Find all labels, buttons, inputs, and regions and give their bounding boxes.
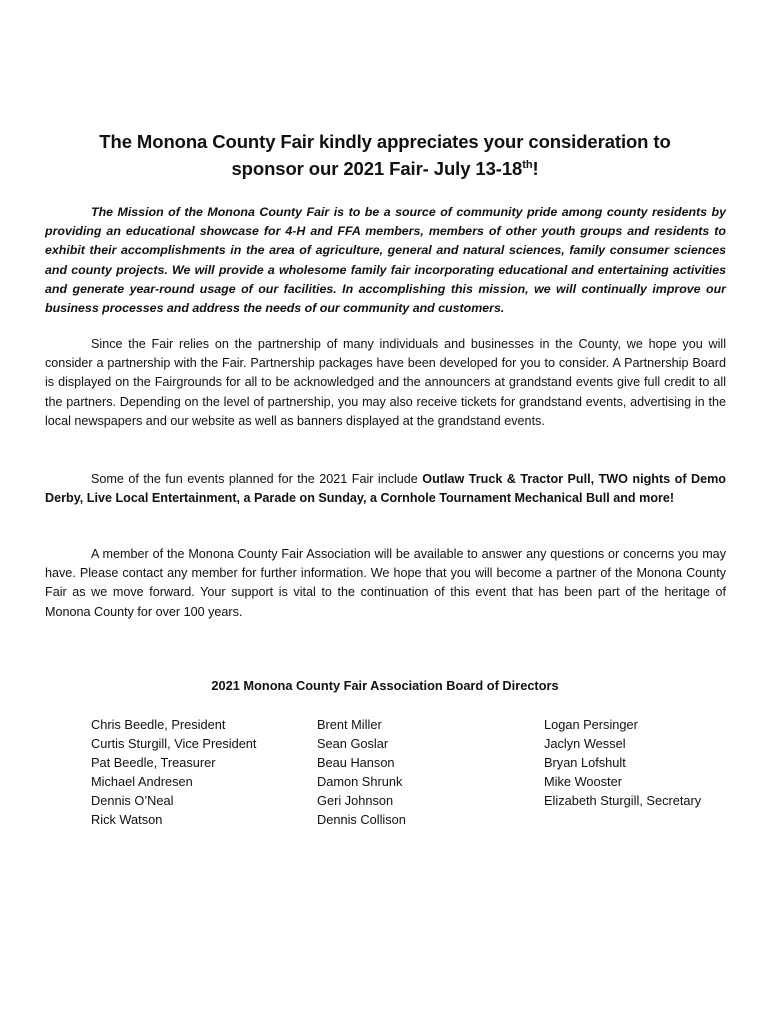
title-line-2-text: sponsor our 2021 Fair- July 13-18 — [231, 158, 523, 179]
board-member: Dennis O’Neal — [91, 793, 174, 808]
board-member: Michael Andresen — [91, 774, 193, 789]
board-member: Jaclyn Wessel — [544, 736, 626, 751]
title-line-2 — [40, 155, 730, 182]
board-member: Rick Watson — [91, 812, 163, 827]
board-member: Beau Hanson — [317, 755, 395, 770]
board-member: Logan Persinger — [544, 717, 638, 732]
board-member: Pat Beedle, Treasurer — [91, 755, 216, 770]
title-line-2-end: ! — [532, 158, 539, 179]
title-line-1: The Monona County Fair kindly appreciates your consideration to — [99, 131, 671, 152]
member-text: A member of the Monona County Fair Association will be available to answer any questions or concerns you may have. Please contact any member for further information. We hope that you will become a partner of the Monona County Fair as we move forward. Your support is vital to the continuation of this event that has been part of the heritage of Monona County for over 100 years. — [45, 547, 726, 619]
member-paragraph — [45, 545, 726, 622]
board-member: Chris Beedle, President — [91, 717, 226, 732]
mission-text: The Mission of the Monona County Fair is to be a source of community pride among county residents by providing an educational showcase for 4-H and FFA members, members of other youth groups and residents to exhibit their accomplishments in the area of agriculture, general and natural sciences, family consumer sciences and county projects. We will provide a wholesome family fair incorporating educational and entertaining activities and generate year-round usage of our facilities. In accomplishing this mission, we will continually improve our business processes and address the needs of our community and customers. — [45, 205, 726, 316]
board-member: Sean Goslar — [317, 736, 389, 751]
board-column-2 — [317, 715, 406, 829]
board-column-1 — [91, 715, 256, 829]
events-intro: Some of the fun events planned for the 2021 Fair include — [91, 472, 423, 486]
board-member: Bryan Lofshult — [544, 755, 626, 770]
board-member: Damon Shrunk — [317, 774, 403, 789]
partnership-paragraph — [45, 335, 726, 431]
board-title: 2021 Monona County Fair Association Board of Directors — [211, 678, 559, 693]
mission-statement — [45, 203, 726, 318]
board-member: Curtis Sturgill, Vice President — [91, 736, 257, 751]
events-highlights: Outlaw Truck & Tractor Pull, TWO nights of Demo Derby, Live Local Entertainment, a Parade on Sunday, a Cornhole Tournament Mechanical Bull and more! — [45, 472, 726, 506]
events-paragraph — [45, 470, 726, 508]
board-member: Geri Johnson — [317, 793, 394, 808]
board-member: Brent Miller — [317, 717, 382, 732]
board-member: Elizabeth Sturgill, Secretary — [544, 793, 702, 808]
title-superscript: th — [522, 159, 533, 171]
board-member: Mike Wooster — [544, 774, 622, 789]
partnership-text: Since the Fair relies on the partnership of many individuals and businesses in the County, we hope you will consider a partnership with the Fair. Partnership packages have been developed for you to consider. A Partnership Board is displayed on the Fairgrounds for all to be acknowledged and the announcers at grandstand events give full credit to all the partners. Depending on the level of partnership, you may also receive tickets for grandstand events, advertising in the local newspapers and our website as well as banners displayed at the grandstand events. — [45, 337, 726, 428]
board-member: Dennis Collison — [317, 812, 406, 827]
page-title — [40, 128, 730, 182]
board-column-3 — [544, 715, 701, 810]
